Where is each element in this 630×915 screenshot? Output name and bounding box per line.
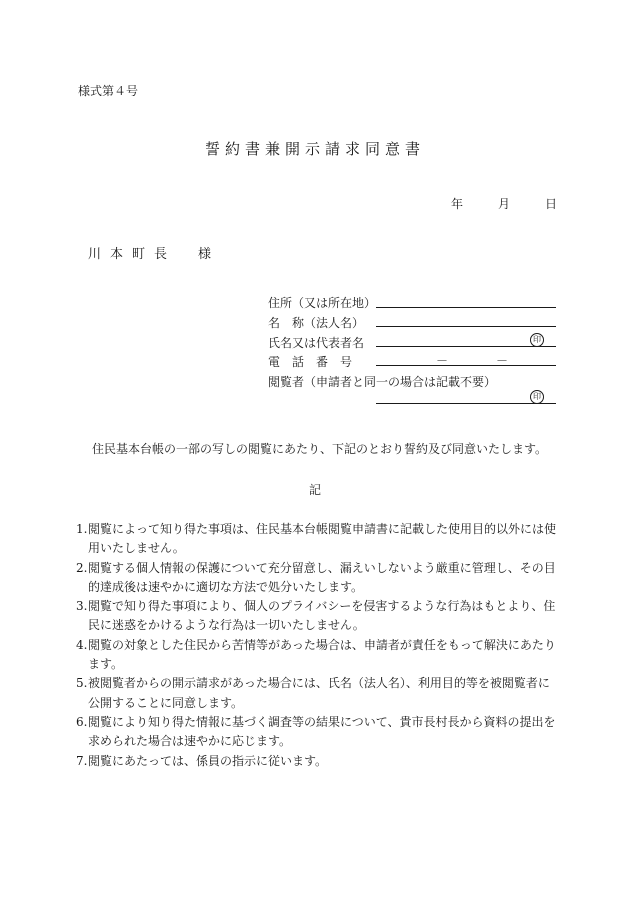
pledge-list [76,520,561,771]
phone-line [376,365,556,366]
phone-dash-1: － [436,354,449,368]
list-item: 3.閲覧で知り得た事項により、個人のプライバシーを侵害するような行為はもとより、住民に迷惑をかけるような行為は一切いたしません。 [76,599,556,633]
list-item: 4.閲覧の対象とした住民から苦情等があった場合は、申請者が責任をもって解決にあたります。 [76,637,556,672]
document-title: 誓約書兼開示請求同意書 [204,140,425,158]
addressee: 川本町長 様 [88,247,221,262]
company-name-line [376,326,556,327]
seal-mark-icon: 印 [530,333,544,347]
company-name-label: 名 称（法人名） [268,316,365,330]
list-item: 7.閲覧にあたっては、係員の指示に従います。 [76,753,328,768]
address-label: 住所（又は所在地） [268,296,377,310]
list-item: 5.被閲覧者からの開示請求があった場合には、氏名（法人名）、利用目的等を被閲覧者に公開することに同意します。 [76,676,550,710]
date-day-label: 日 [545,197,558,211]
ki-heading: 記 [308,483,321,497]
form-number: 様式第４号 [78,84,139,98]
seal-mark-icon: 印 [530,390,544,404]
intro-text: 住民基本台帳の一部の写しの閲覧にあたり、下記のとおり誓約及び同意いたします。 [92,442,548,456]
list-item: 2.閲覧する個人情報の保護について充分留意し、漏えいしないよう厳重に管理し、その目的達成後は速やかに適切な方法で処分いたします。 [76,560,556,594]
phone-dash-2: － [496,354,509,368]
date-year-label: 年 [451,197,464,211]
viewer-label: 閲覧者（申請者と同一の場合は記載不要） [268,375,497,389]
representative-label: 氏名又は代表者名 [268,336,365,350]
date-month-label: 月 [498,197,511,211]
phone-label: 電 話 番 号 [268,355,353,369]
viewer-line [376,403,556,404]
representative-line [376,346,556,347]
list-item: 1.閲覧によって知り得た事項は、住民基本台帳閲覧申請書に記載した使用目的以外には使用いたしません。 [76,522,557,556]
list-item: 6.閲覧により知り得た情報に基づく調査等の結果について、貴市長村長から資料の提出を求められた場合は速やかに応じます。 [76,714,556,749]
address-line [376,307,556,308]
